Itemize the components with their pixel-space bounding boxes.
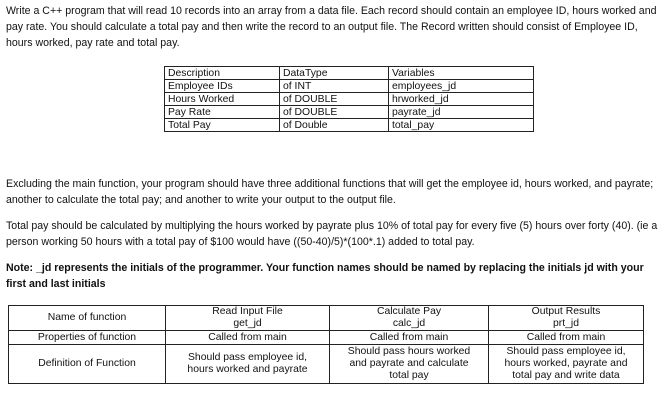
header-datatype: DataType (280, 67, 389, 80)
total-pay-paragraph: Total pay should be calculated by multiplying the hours worked by payrate plus 10% of total pay for every five (5) hours over forty (40). (ie a person working 50 hours with a total pay of $100 would have ((50-40)/5)*(100*.1) added to total pay. (6, 220, 658, 248)
function-name: prt_jd (553, 318, 579, 329)
function-output-results (489, 306, 644, 331)
function-read-input (166, 306, 330, 331)
row-label-definition: Definition of Function (9, 345, 166, 384)
functions-name-row (9, 306, 644, 331)
definition-line: hours worked, payrate and (504, 358, 628, 369)
definition-line: Should pass employee id, (188, 352, 307, 363)
cell-description: Employee IDs (165, 80, 280, 93)
note-paragraph: Note: _jd represents the initials of the programmer. Your function names should be named by replacing the initials jd with your first and last initials (6, 262, 644, 290)
definition-line: Should pass employee id, (506, 346, 626, 357)
table-row (165, 119, 534, 132)
function-title: Calculate Pay (376, 306, 442, 317)
functions-definition-row (9, 345, 644, 384)
functions-table (8, 305, 644, 384)
function-title: Output Results (531, 306, 601, 317)
header-variables: Variables (389, 67, 534, 80)
definition-line: and payrate and calculate (349, 358, 469, 369)
definition-line: hours worked and payrate (187, 364, 308, 375)
function-definition (166, 345, 330, 384)
cell-datatype: of DOUBLE (280, 106, 389, 119)
cell-variable: payrate_jd (389, 106, 534, 119)
cell-datatype: of INT (280, 80, 389, 93)
definition-line: Should pass hours worked (347, 346, 471, 357)
table-row (165, 93, 534, 106)
cell-variable: total_pay (389, 119, 534, 132)
cell-variable: hrworked_jd (389, 93, 534, 106)
definition-line: total pay and write data (512, 370, 620, 381)
cell-datatype: of Double (280, 119, 389, 132)
row-label-properties: Properties of function (9, 331, 166, 345)
function-properties: Called from main (166, 331, 330, 345)
table-row (165, 106, 534, 119)
function-name: get_jd (233, 318, 262, 329)
function-definition (489, 345, 644, 384)
cell-variable: employees_jd (389, 80, 534, 93)
functions-paragraph: Excluding the main function, your program should have three additional functions that will get the employee id, hours worked, and payrate; another to calculate the total pay; and another to write your output to the output file. (6, 178, 654, 206)
function-calculate-pay (330, 306, 489, 331)
function-properties: Called from main (489, 331, 644, 345)
function-properties: Called from main (330, 331, 489, 345)
variables-table-header-row (165, 67, 534, 80)
header-description: Description (165, 67, 280, 80)
function-title: Read Input File (212, 306, 283, 317)
cell-description: Hours Worked (165, 93, 280, 106)
definition-line: total pay (389, 370, 429, 381)
row-label-name: Name of function (9, 306, 166, 331)
cell-description: Total Pay (165, 119, 280, 132)
intro-paragraph: Write a C++ program that will read 10 records into an array from a data file. Each record should contain an employee ID, hours worked and pay rate. You should calculate a total pay and then write the record to an output file. The Record written should consist of Employee ID, hours worked, pay rate and total pay. (6, 5, 657, 49)
functions-properties-row (9, 331, 644, 345)
cell-datatype: of DOUBLE (280, 93, 389, 106)
variables-table (164, 66, 534, 132)
function-definition (330, 345, 489, 384)
table-row (165, 80, 534, 93)
cell-description: Pay Rate (165, 106, 280, 119)
function-name: calc_jd (392, 318, 426, 329)
